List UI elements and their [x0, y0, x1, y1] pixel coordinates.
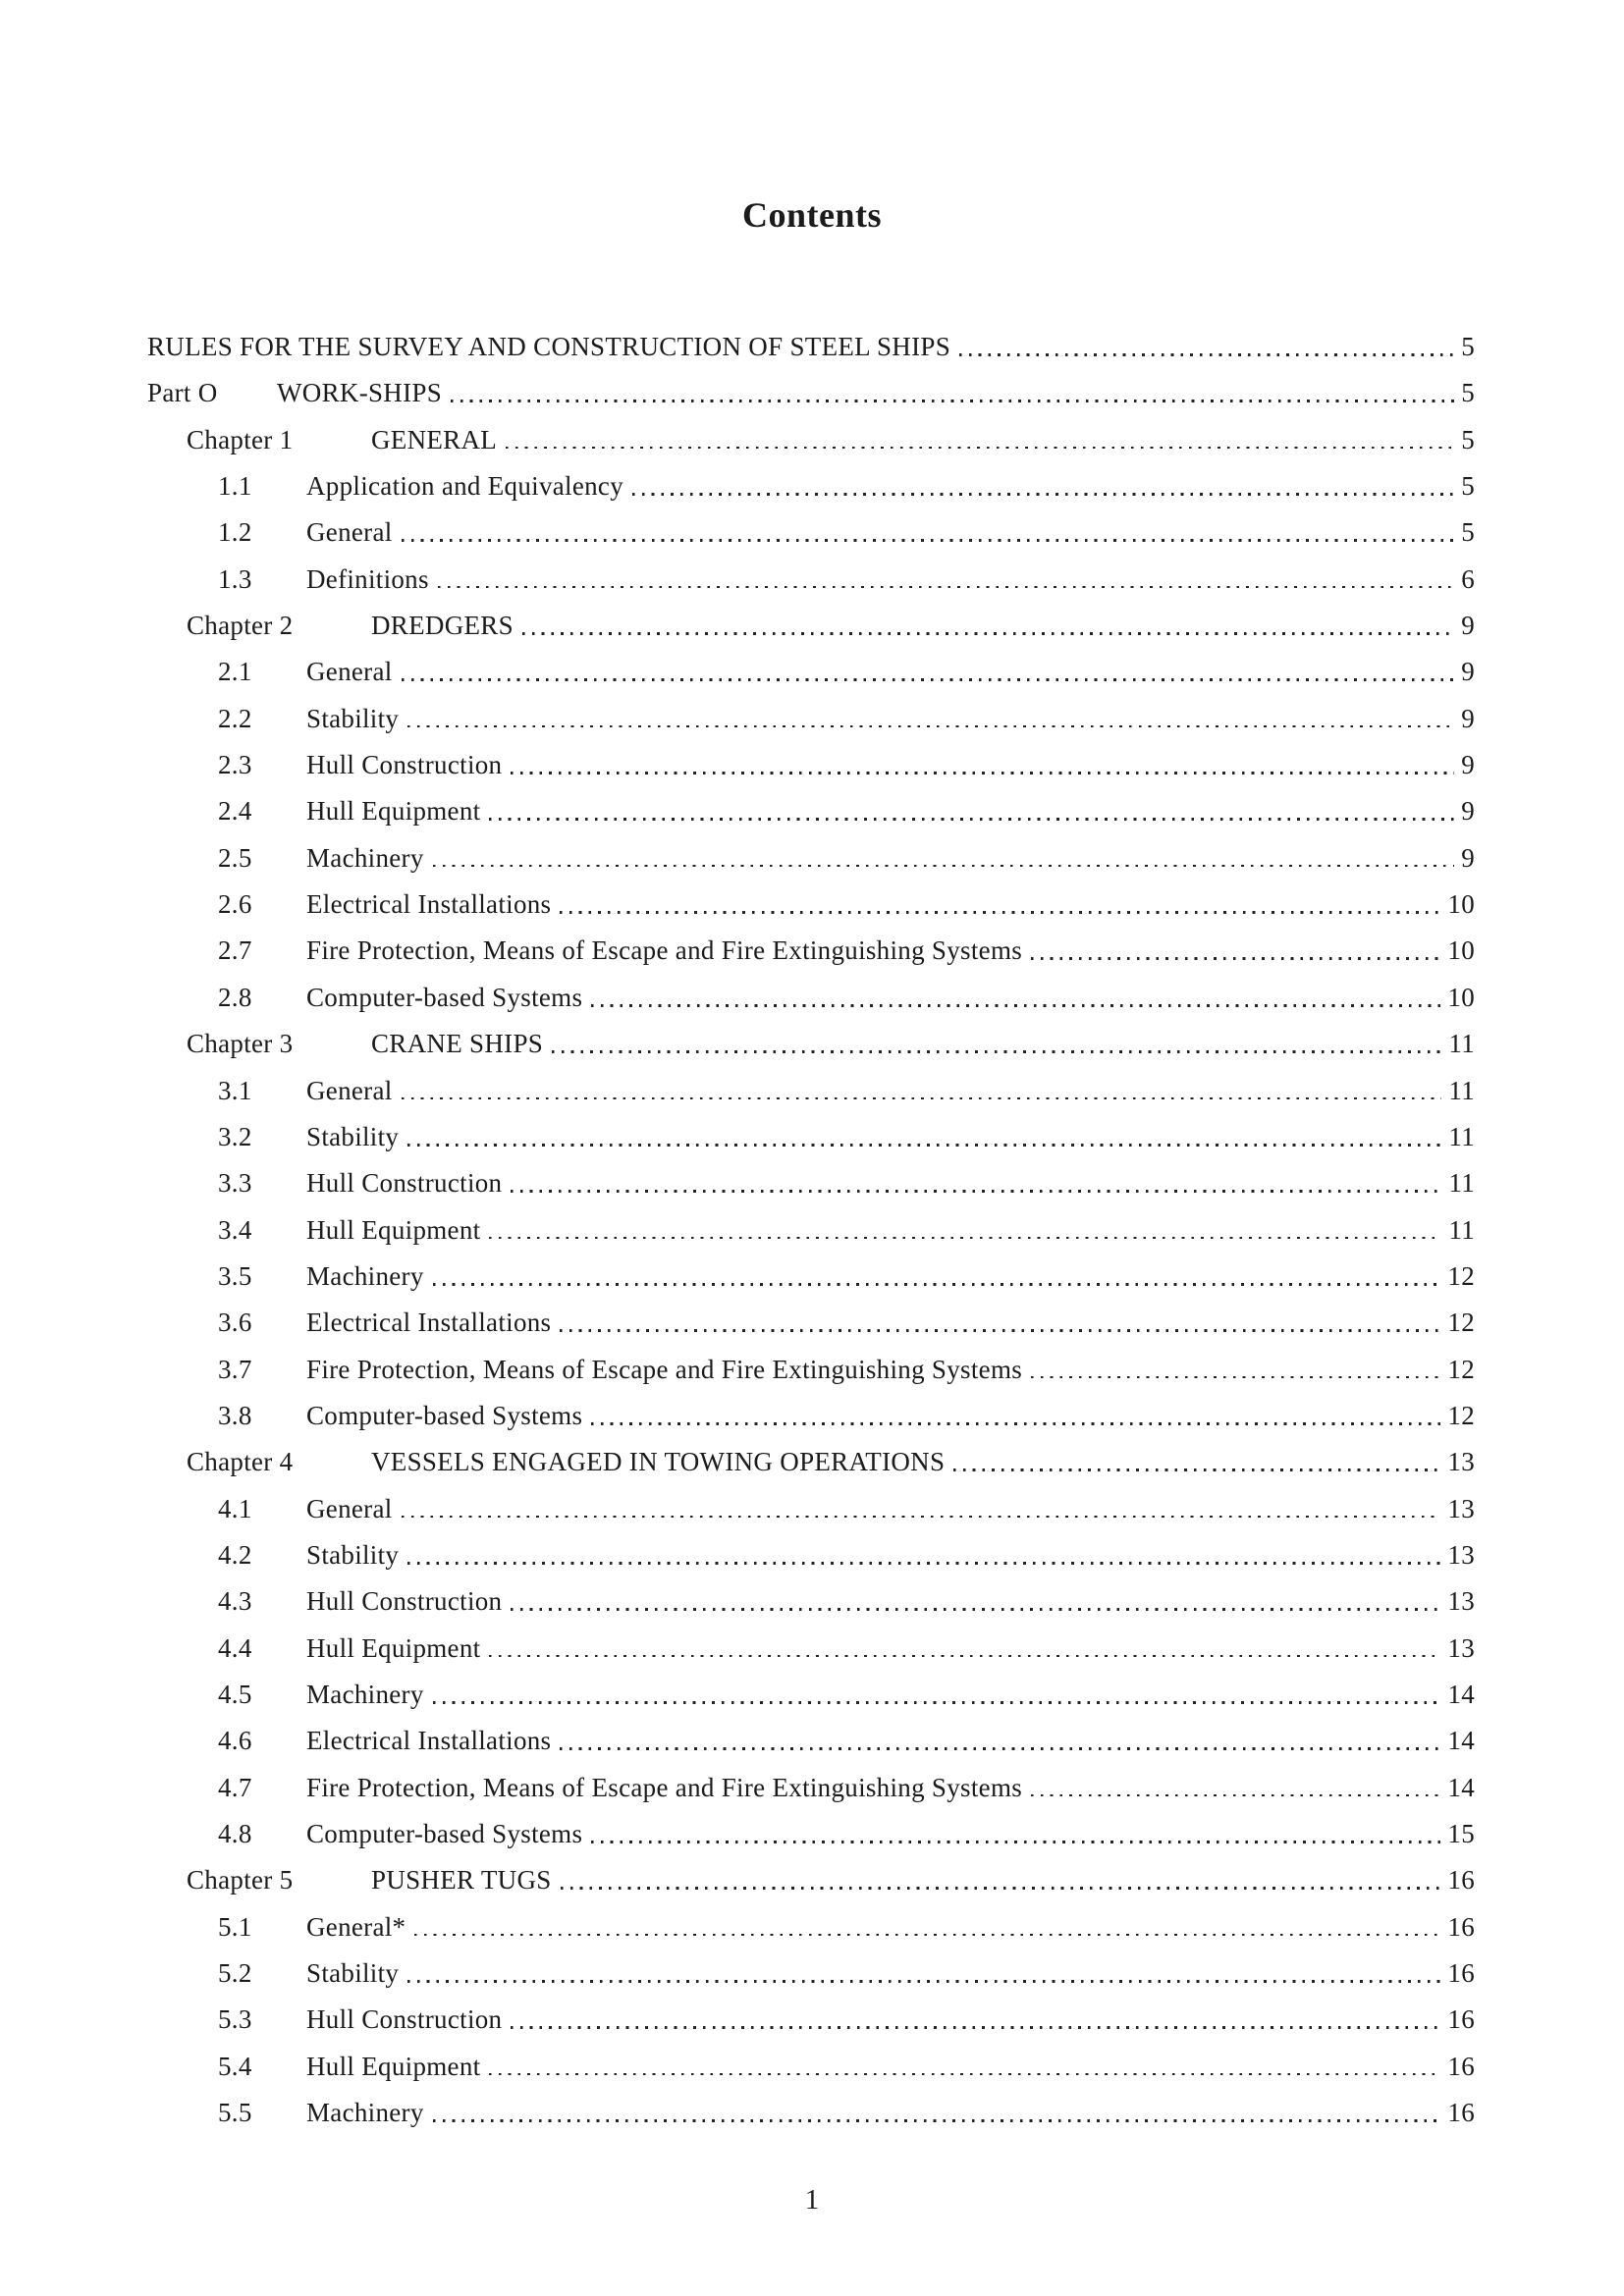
toc-entry-page: 14: [1447, 1679, 1475, 1709]
toc-leader-dots: [502, 1578, 1447, 1625]
toc-entry-page: 9: [1461, 703, 1475, 733]
toc-entry-number: 5.3: [218, 2004, 252, 2035]
toc-entry-number: 5.2: [218, 1958, 252, 1989]
toc-entry-number: 1.3: [218, 563, 252, 594]
toc-entry[interactable]: [147, 324, 1475, 370]
toc-entry-title: Stability: [306, 1958, 400, 1989]
toc-leader-dots: [543, 1021, 1448, 1067]
toc-entry-number: 3.2: [218, 1121, 252, 1151]
toc-entry-page: 11: [1448, 1121, 1475, 1151]
toc-entry[interactable]: [147, 370, 1475, 416]
toc-entry[interactable]: [147, 975, 1475, 1021]
toc-entry-number: 2.3: [218, 750, 252, 780]
toc-entry-number: 4.1: [218, 1493, 252, 1523]
toc-entry[interactable]: [147, 1068, 1475, 1114]
toc-entry-page: 13: [1447, 1539, 1475, 1570]
toc-entry-page: 12: [1447, 1400, 1475, 1430]
toc-leader-dots: [514, 603, 1461, 649]
toc-entry[interactable]: [147, 649, 1475, 695]
toc-entry-number: 5.5: [218, 2098, 252, 2128]
toc-leader-dots: [502, 1997, 1447, 2043]
toc-entry-number: Chapter 4: [187, 1447, 294, 1477]
toc-leader-dots: [424, 2090, 1448, 2136]
toc-entry-title: Definitions: [306, 563, 429, 594]
toc-entry[interactable]: [147, 1532, 1475, 1578]
toc-entry-page: 9: [1461, 611, 1475, 641]
toc-entry[interactable]: [147, 509, 1475, 556]
toc-entry-page: 14: [1447, 1772, 1475, 1802]
toc-entry[interactable]: [147, 417, 1475, 463]
toc-leader-dots: [1022, 1765, 1447, 1811]
toc-entry[interactable]: [147, 1904, 1475, 1950]
toc-entry[interactable]: [147, 1578, 1475, 1625]
toc-entry-title: Stability: [306, 1539, 400, 1570]
toc-entry-page: 5: [1461, 332, 1475, 361]
toc-entry-number: Chapter 2: [187, 611, 294, 641]
toc-entry-page: 9: [1461, 796, 1475, 827]
toc-entry-title: General: [306, 1493, 393, 1523]
toc-leader-dots: [424, 1672, 1448, 1718]
toc-entry-page: 16: [1447, 1865, 1475, 1896]
toc-leader-dots: [393, 649, 1462, 695]
toc-leader-dots: [551, 1300, 1447, 1346]
toc-entry-title: General: [306, 1075, 393, 1105]
toc-entry-number: 3.5: [218, 1260, 252, 1291]
toc-entry-number: 3.6: [218, 1308, 252, 1338]
toc-entry-number: 2.6: [218, 889, 252, 920]
footer-page-number: 1: [804, 2184, 820, 2216]
toc-entry[interactable]: [147, 1160, 1475, 1206]
toc-entry-title: Fire Protection, Means of Escape and Fire Extinguishing Systems: [306, 1354, 1023, 1384]
toc-entry-title: Electrical Installations: [306, 889, 552, 920]
toc-leader-dots: [552, 1857, 1448, 1903]
toc-leader-dots: [502, 1160, 1448, 1206]
toc-entry-number: 2.1: [218, 657, 252, 687]
toc-entry-number: 3.1: [218, 1075, 252, 1105]
toc-entry-number: 2.4: [218, 796, 252, 827]
toc-entry-title: GENERAL: [371, 424, 498, 454]
toc-entry-page: 5: [1461, 378, 1475, 408]
toc-entry-number: 1.2: [218, 517, 252, 548]
toc-leader-dots: [1022, 928, 1447, 974]
toc-entry[interactable]: [147, 788, 1475, 834]
toc-entry-page: 11: [1448, 1029, 1475, 1059]
toc-leader-dots: [399, 696, 1461, 742]
toc-entry-title: Hull Construction: [306, 1586, 503, 1617]
toc-entry-page: 5: [1461, 517, 1475, 548]
toc-entry-title: Computer-based Systems: [306, 1819, 583, 1848]
toc-entry-number: 1.1: [218, 471, 252, 502]
toc-entry-page: 10: [1447, 935, 1475, 966]
toc-entry[interactable]: [147, 1857, 1475, 1903]
toc-entry-page: 11: [1448, 1168, 1475, 1199]
toc-entry-page: 16: [1447, 1958, 1475, 1989]
toc-entry-title: Hull Equipment: [306, 1214, 481, 1245]
toc-entry-page: 15: [1447, 1819, 1475, 1848]
toc-entry-number: Chapter 5: [187, 1865, 294, 1896]
toc-entry-number: 4.8: [218, 1819, 252, 1848]
toc-entry-title: Machinery: [306, 842, 424, 873]
toc-entry[interactable]: [147, 928, 1475, 974]
toc-entry-title: RULES FOR THE SURVEY AND CONSTRUCTION OF STEEL SHIPS: [147, 332, 951, 361]
toc-entry-page: 16: [1447, 1911, 1475, 1942]
toc-entry-page: 13: [1447, 1493, 1475, 1523]
toc-leader-dots: [582, 1393, 1447, 1439]
toc-entry-title: Stability: [306, 703, 400, 733]
toc-entry[interactable]: [147, 835, 1475, 881]
toc-entry-title: Hull Construction: [306, 1168, 503, 1199]
toc-entry-title: DREDGERS: [371, 611, 514, 641]
toc-entry-title: Application and Equivalency: [306, 471, 624, 502]
toc-entry-number: Chapter 1: [187, 424, 294, 454]
toc-entry-number: 5.1: [218, 1911, 252, 1942]
toc-entry[interactable]: [147, 1718, 1475, 1764]
toc-entry[interactable]: [147, 1997, 1475, 2043]
toc-entry[interactable]: [147, 1626, 1475, 1672]
toc-leader-dots: [480, 1626, 1447, 1672]
toc-entry-title: Computer-based Systems: [306, 1400, 583, 1430]
toc-entry-number: 3.4: [218, 1214, 252, 1245]
toc-leader-dots: [582, 975, 1447, 1021]
toc-entry-number: Part O: [147, 378, 218, 408]
toc-entry-number: 4.4: [218, 1632, 252, 1663]
toc-entry-number: 3.7: [218, 1354, 252, 1384]
toc-leader-dots: [950, 324, 1461, 370]
toc-entry-title: WORK-SHIPS: [277, 378, 443, 408]
toc-entry-page: 16: [1447, 2098, 1475, 2128]
toc-entry-page: 9: [1461, 750, 1475, 780]
toc-entry-page: 9: [1461, 842, 1475, 873]
toc-leader-dots: [551, 881, 1447, 928]
toc-entry-title: Fire Protection, Means of Escape and Fire Extinguishing Systems: [306, 935, 1023, 966]
toc-entry[interactable]: [147, 463, 1475, 509]
toc-leader-dots: [480, 2044, 1447, 2090]
toc-entry[interactable]: [147, 2044, 1475, 2090]
toc-entry-title: Hull Construction: [306, 2004, 503, 2035]
toc-entry-number: 4.3: [218, 1586, 252, 1617]
toc-entry-title: Computer-based Systems: [306, 982, 583, 1012]
toc-leader-dots: [480, 788, 1461, 834]
toc-leader-dots: [399, 1950, 1447, 1997]
toc-leader-dots: [399, 1532, 1447, 1578]
toc-entry-title: General: [306, 517, 393, 548]
toc-entry-page: 10: [1447, 889, 1475, 920]
toc-leader-dots: [429, 557, 1461, 603]
toc-entry-page: 13: [1447, 1632, 1475, 1663]
toc-leader-dots: [497, 417, 1461, 463]
toc-entry-page: 12: [1447, 1354, 1475, 1384]
toc-leader-dots: [424, 835, 1462, 881]
toc-entry-number: 5.4: [218, 2051, 252, 2081]
toc-leader-dots: [393, 509, 1462, 556]
toc-entry-page: 12: [1447, 1308, 1475, 1338]
toc-entry-page: 11: [1448, 1214, 1475, 1245]
toc-entry-title: Electrical Installations: [306, 1308, 552, 1338]
toc-entry-title: General*: [306, 1911, 406, 1942]
toc-entry[interactable]: [147, 1486, 1475, 1532]
toc-leader-dots: [393, 1486, 1448, 1532]
toc-entry[interactable]: [147, 2090, 1475, 2136]
toc-entry-page: 13: [1447, 1586, 1475, 1617]
page-title: Contents: [741, 195, 882, 235]
toc-entry-page: 13: [1447, 1447, 1475, 1477]
toc-entry-title: Hull Equipment: [306, 1632, 481, 1663]
toc-entry-number: 2.2: [218, 703, 252, 733]
toc-entry[interactable]: [147, 1254, 1475, 1300]
toc-leader-dots: [623, 463, 1461, 509]
toc-leader-dots: [406, 1904, 1447, 1950]
toc-entry[interactable]: [147, 881, 1475, 928]
toc-entry-number: 2.7: [218, 935, 252, 966]
toc-entry-page: 10: [1447, 982, 1475, 1012]
toc-entry-page: 16: [1447, 2051, 1475, 2081]
toc-entry-title: VESSELS ENGAGED IN TOWING OPERATIONS: [371, 1447, 946, 1477]
toc-leader-dots: [1022, 1347, 1447, 1393]
toc-entry-number: 3.8: [218, 1400, 252, 1430]
toc-entry-title: Hull Equipment: [306, 796, 481, 827]
toc-entry-title: Hull Construction: [306, 750, 503, 780]
toc-leader-dots: [442, 370, 1461, 416]
toc-entry-page: 12: [1447, 1260, 1475, 1291]
toc-leader-dots: [502, 742, 1461, 788]
toc-leader-dots: [393, 1068, 1449, 1114]
toc-entry[interactable]: [147, 1021, 1475, 1067]
toc-entry-title: General: [306, 657, 393, 687]
table-of-contents: [147, 324, 1475, 2136]
toc-entry-title: PUSHER TUGS: [371, 1865, 552, 1896]
toc-entry-number: 4.6: [218, 1726, 252, 1756]
toc-entry-title: Electrical Installations: [306, 1726, 552, 1756]
toc-leader-dots: [551, 1718, 1447, 1764]
toc-entry-number: 2.5: [218, 842, 252, 873]
toc-entry-title: Stability: [306, 1121, 400, 1151]
toc-leader-dots: [582, 1811, 1447, 1857]
toc-entry[interactable]: [147, 1207, 1475, 1254]
toc-entry[interactable]: [147, 696, 1475, 742]
toc-entry[interactable]: [147, 1114, 1475, 1160]
toc-leader-dots: [480, 1207, 1448, 1254]
toc-entry-page: 14: [1447, 1726, 1475, 1756]
toc-entry[interactable]: [147, 1300, 1475, 1346]
toc-entry-title: Machinery: [306, 2098, 424, 2128]
toc-entry-page: 16: [1447, 2004, 1475, 2035]
toc-entry[interactable]: [147, 1950, 1475, 1997]
toc-entry-title: Machinery: [306, 1260, 424, 1291]
toc-entry-page: 5: [1461, 424, 1475, 454]
toc-entry-number: 4.2: [218, 1539, 252, 1570]
toc-entry-number: Chapter 3: [187, 1029, 294, 1059]
toc-entry-page: 11: [1448, 1075, 1475, 1105]
toc-leader-dots: [945, 1439, 1447, 1485]
toc-entry-page: 9: [1461, 657, 1475, 687]
toc-entry-page: 6: [1461, 563, 1475, 594]
toc-leader-dots: [424, 1254, 1448, 1300]
toc-entry[interactable]: [147, 1765, 1475, 1811]
toc-entry[interactable]: [147, 1347, 1475, 1393]
toc-entry-title: CRANE SHIPS: [371, 1029, 544, 1059]
toc-entry[interactable]: [147, 557, 1475, 603]
toc-entry[interactable]: [147, 1672, 1475, 1718]
toc-entry-title: Machinery: [306, 1679, 424, 1709]
toc-entry[interactable]: [147, 1393, 1475, 1439]
toc-entry-number: 2.8: [218, 982, 252, 1012]
toc-entry-title: Fire Protection, Means of Escape and Fire Extinguishing Systems: [306, 1772, 1023, 1802]
toc-entry[interactable]: [147, 1811, 1475, 1857]
toc-leader-dots: [399, 1114, 1448, 1160]
toc-entry-number: 4.7: [218, 1772, 252, 1802]
toc-entry[interactable]: [147, 742, 1475, 788]
toc-entry-title: Hull Equipment: [306, 2051, 481, 2081]
toc-entry-number: 3.3: [218, 1168, 252, 1199]
toc-entry-page: 5: [1461, 471, 1475, 502]
toc-entry[interactable]: [147, 603, 1475, 649]
toc-entry[interactable]: [147, 1439, 1475, 1485]
toc-entry-number: 4.5: [218, 1679, 252, 1709]
